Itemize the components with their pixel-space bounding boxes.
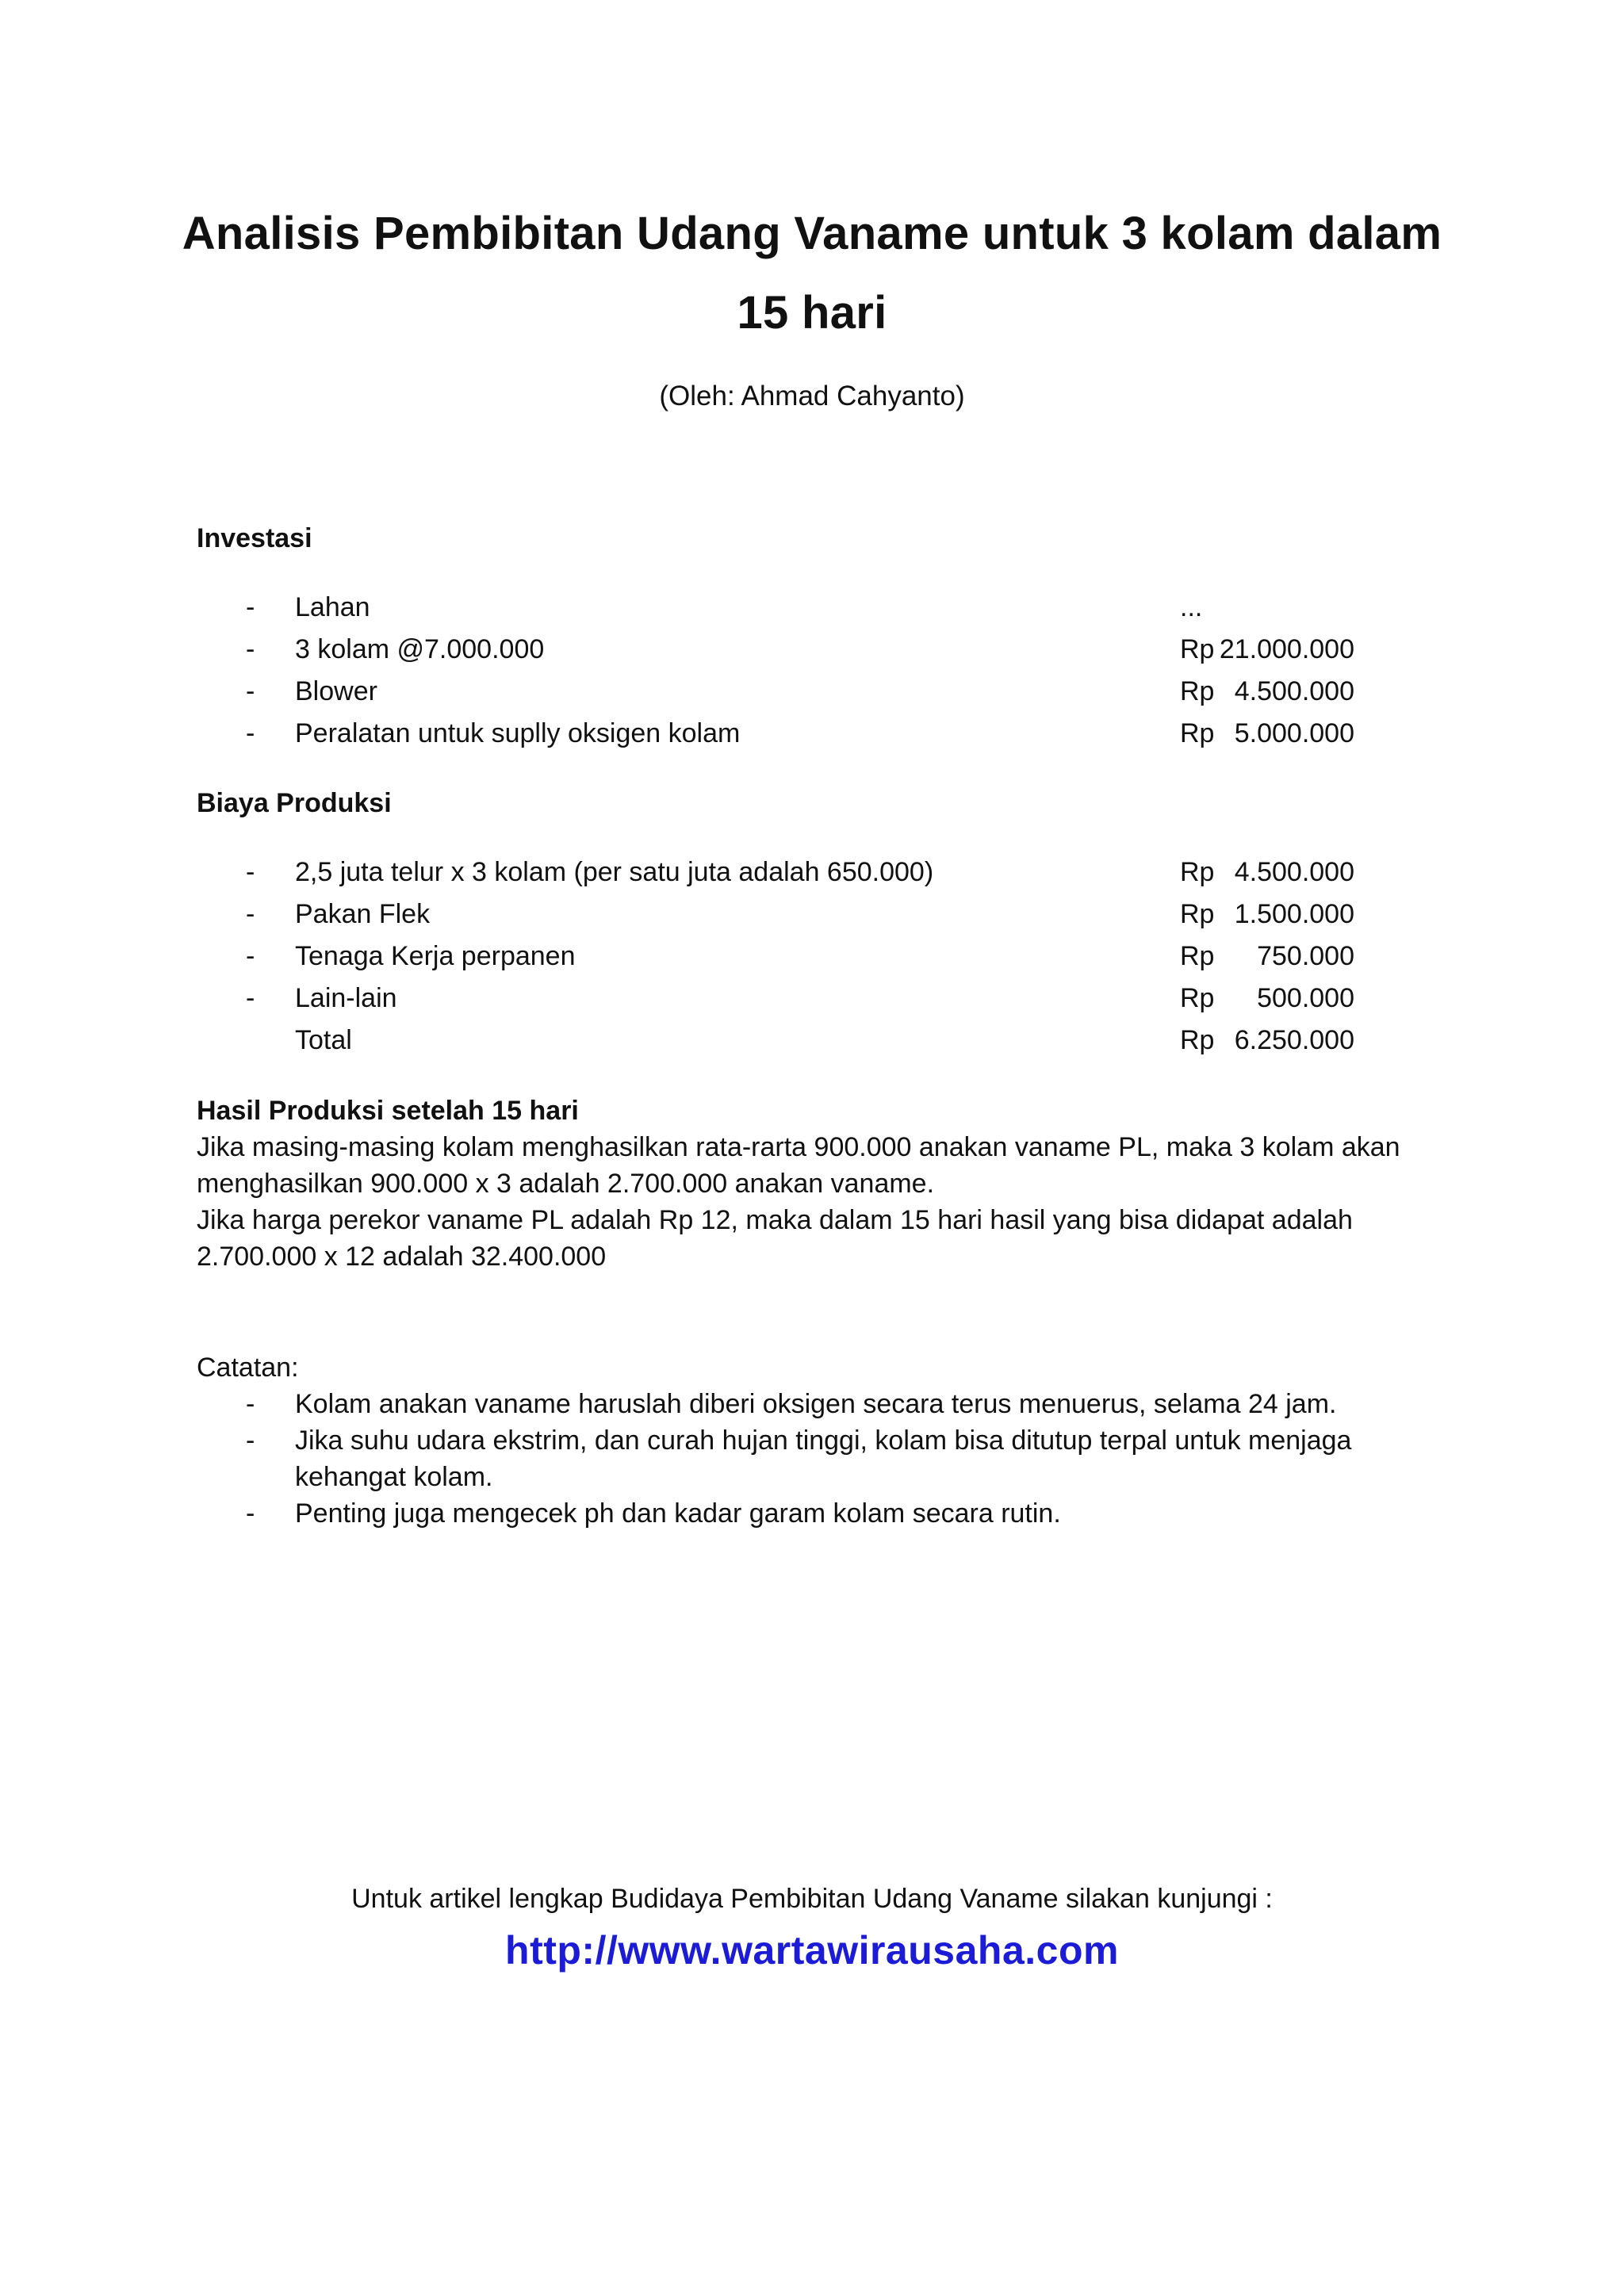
section-heading-investasi: Investasi	[197, 523, 312, 553]
bullet-dash: -	[246, 899, 255, 929]
list-item	[197, 587, 1434, 629]
document-title: Analisis Pembibitan Udang Vaname untuk 3 kolam dalam 15 hari	[182, 208, 1442, 339]
document-author: (Oleh: Ahmad Cahyanto)	[659, 381, 965, 411]
bullet-dash: -	[246, 1498, 255, 1529]
hasil-produksi-section	[197, 1093, 1434, 1275]
note-item	[197, 1495, 1434, 1532]
note-text: Jika suhu udara ekstrim, dan curah hujan tinggi, kolam bisa ditutup terpal untuk menjaga kehangat kolam.	[295, 1425, 1352, 1492]
item-amount: 21.000.000	[1219, 634, 1354, 664]
catatan-section	[197, 1349, 1434, 1532]
bullet-dash: -	[246, 592, 255, 622]
footer-link[interactable]: http://www.wartawirausaha.com	[505, 1928, 1119, 1973]
section-heading-biaya-produksi: Biaya Produksi	[197, 788, 392, 818]
total-row	[197, 1020, 1434, 1062]
total-amount: 6.250.000	[1234, 1025, 1354, 1055]
bullet-dash: -	[246, 983, 255, 1013]
item-amount: 5.000.000	[1234, 718, 1354, 748]
currency-label: Rp	[1180, 676, 1215, 706]
currency-label: Rp	[1180, 941, 1215, 971]
list-item	[197, 629, 1434, 671]
note-item	[197, 1386, 1434, 1422]
item-label: 3 kolam @7.000.000	[295, 634, 545, 664]
item-label: Tenaga Kerja perpanen	[295, 941, 576, 971]
item-label: Lain-lain	[295, 983, 397, 1013]
bullet-dash: -	[246, 676, 255, 706]
list-item	[197, 671, 1434, 713]
biaya-produksi-list	[197, 851, 1434, 1062]
item-label: Pakan Flek	[295, 899, 431, 929]
note-text: Penting juga mengecek ph dan kadar garam kolam secara rutin.	[295, 1498, 1061, 1529]
footer-text: Untuk artikel lengkap Budidaya Pembibitan Udang Vaname silakan kunjungi :	[351, 1884, 1273, 1914]
total-label: Total	[295, 1025, 352, 1055]
bullet-dash: -	[246, 634, 255, 664]
bullet-dash: -	[246, 857, 255, 887]
item-amount: 1.500.000	[1234, 899, 1354, 929]
bullet-dash: -	[246, 1425, 255, 1456]
item-label: Peralatan untuk suplly oksigen kolam	[295, 718, 741, 748]
note-text: Kolam anakan vaname haruslah diberi oksigen secara terus menuerus, selama 24 jam.	[295, 1389, 1337, 1419]
item-amount: 750.000	[1257, 941, 1354, 971]
hasil-paragraph-1: Jika masing-masing kolam menghasilkan rata-rarta 900.000 anakan vaname PL, maka 3 kolam akan menghasilkan 900.000 x 3 adalah 2.700.000 anakan vaname.	[197, 1132, 1400, 1199]
item-amount: ...	[1180, 592, 1203, 622]
list-item	[197, 936, 1434, 978]
item-amount: 500.000	[1257, 983, 1354, 1013]
currency-label: Rp	[1180, 857, 1215, 887]
item-label: 2,5 juta telur x 3 kolam (per satu juta adalah 650.000)	[295, 857, 934, 887]
section-heading-hasil-produksi: Hasil Produksi setelah 15 hari	[197, 1096, 579, 1126]
currency-label: Rp	[1180, 899, 1215, 929]
item-label: Lahan	[295, 592, 370, 622]
currency-label: Rp	[1180, 634, 1215, 664]
investasi-list	[197, 587, 1434, 755]
list-item	[197, 894, 1434, 936]
item-amount: 4.500.000	[1234, 857, 1354, 887]
item-amount: 4.500.000	[1234, 676, 1354, 706]
bullet-dash: -	[246, 718, 255, 748]
currency-label: Rp	[1180, 1025, 1215, 1055]
bullet-dash: -	[246, 1389, 255, 1419]
currency-label: Rp	[1180, 718, 1215, 748]
bullet-dash: -	[246, 941, 255, 971]
list-item	[197, 851, 1434, 894]
list-item	[197, 713, 1434, 755]
list-item	[197, 978, 1434, 1020]
hasil-paragraph-2: Jika harga perekor vaname PL adalah Rp 12, maka dalam 15 hari hasil yang bisa didapat adalah 2.700.000 x 12 adalah 32.400.000	[197, 1205, 1353, 1272]
item-label: Blower	[295, 676, 377, 706]
note-item	[197, 1422, 1434, 1495]
currency-label: Rp	[1180, 983, 1215, 1013]
section-heading-catatan: Catatan:	[197, 1353, 299, 1383]
